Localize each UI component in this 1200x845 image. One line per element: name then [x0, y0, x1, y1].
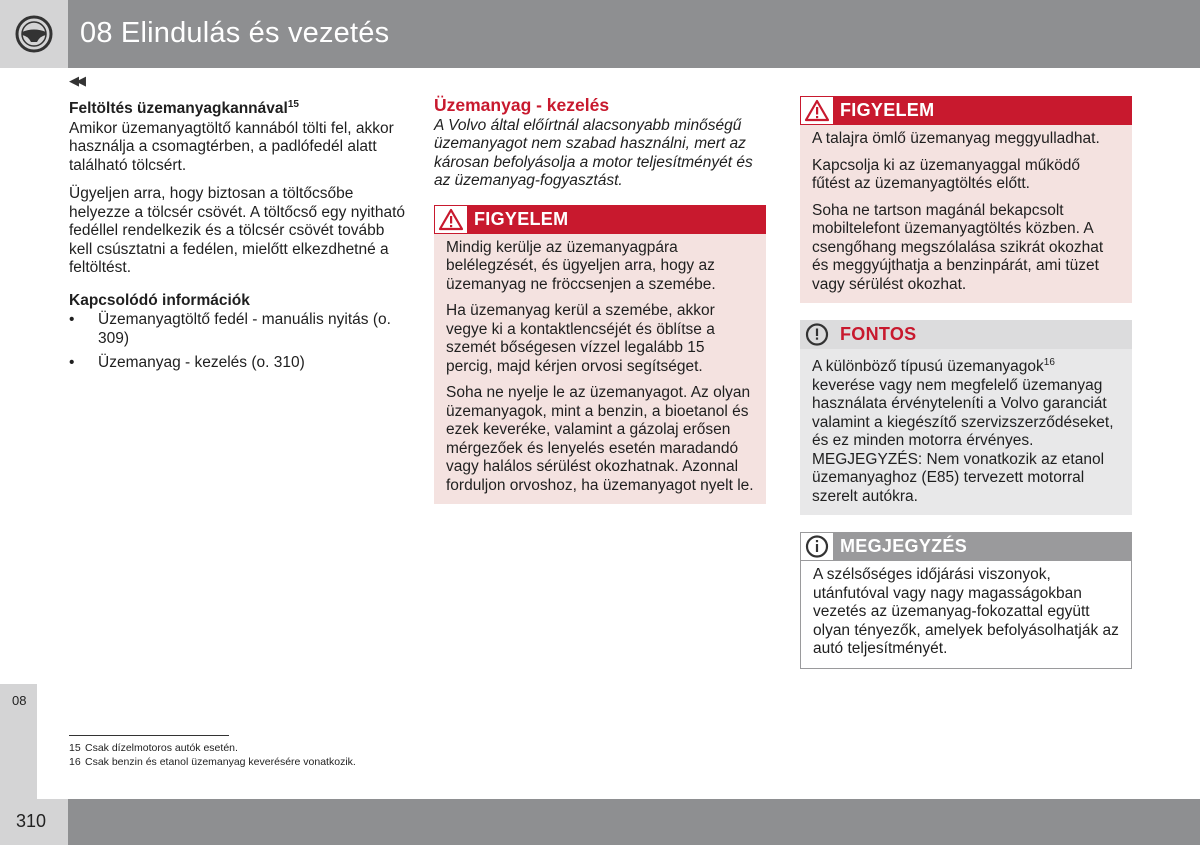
section-title: Üzemanyag - kezelés	[434, 95, 610, 115]
warning-text: Ha üzemanyag kerül a szemébe, akkor vegye ki a kontaktlencséjét és öblítse a szemét bőségesen vízzel legalább 15 percig, majd kérjen orvosi segítséget.	[446, 302, 715, 375]
warning-box	[434, 205, 766, 505]
bullet-icon: •	[69, 311, 75, 329]
note-label: MEGJEGYZÉS	[834, 532, 1132, 561]
bullet-icon: •	[69, 354, 75, 372]
warning-text: Soha ne nyelje le az üzemanyagot. Az olyan üzemanyagok, mint a benzin, a bioetanol és ezek keveréke, valamint a gázolaj erősen mérgezőek és lenyelés esetén maradandó vagy halálos sérülést okozhatnak. Azonnal forduljon orvoshoz, ha üzemanyagot nyelt le.	[446, 384, 754, 494]
warning-header	[434, 205, 766, 234]
important-label: FONTOS	[834, 320, 1132, 349]
column-middle	[434, 96, 766, 521]
warning-label: FIGYELEM	[468, 205, 766, 234]
warning-header	[800, 96, 1132, 125]
page-footer	[0, 799, 1200, 845]
related-info-heading: Kapcsolódó információk	[69, 291, 250, 309]
warning-text: Soha ne tartson magánál bekapcsolt mobiltelefont üzemanyagtöltés közben. A csengőhang megszólalása szikrát okozhat és meggyújthatja a benzinpárát, ami tüzet vagy sérülést okozhat.	[812, 201, 1104, 293]
chapter-title: 08 Elindulás és vezetés	[80, 17, 390, 49]
warning-body	[434, 234, 766, 505]
chapter-header	[0, 0, 1200, 68]
note-text: A szélsőséges időjárási viszonyok, utánfutóval vagy nagy magasságokban vezetés az üzemanyag-fokozattal együtt olyan tényezők, amelyek befolyásolhatják az autó teljesítményét.	[813, 566, 1119, 658]
warning-text: Kapcsolja ki az üzemanyaggal működő fűtést az üzemanyagtöltés előtt.	[812, 156, 1080, 192]
warning-label: FIGYELEM	[834, 96, 1132, 125]
related-link[interactable]: • Üzemanyag - kezelés (o. 310)	[69, 354, 305, 372]
paragraph: Amikor üzemanyagtöltő kannából tölti fel, akkor használja a csomagtérben, a padlófedél alatt található tölcsért.	[69, 119, 394, 174]
column-right	[800, 96, 1132, 686]
intro-paragraph: A Volvo által előírtnál alacsonyabb minőségű üzemanyagot nem szabad használni, mert az károsan befolyásolja a motor teljesítményét és az üzemanyag-fogyasztást.	[434, 116, 753, 189]
page-number-box	[0, 799, 68, 845]
related-info-list	[69, 311, 409, 373]
warning-triangle-icon	[800, 96, 834, 125]
footnote-ref-16: 16	[1043, 357, 1055, 368]
chapter-icon-box	[0, 0, 68, 68]
page-number: 310	[16, 811, 47, 831]
paragraph: Ügyeljen arra, hogy biztosan a töltőcsőbe helyezze a tölcsér csövét. A töltőcső egy nyitható fedéllel rendelkezik és a tölcsér csövét tovább kell csúsztatni a fedélen, mielőtt elkezdhetné a feltöltést.	[69, 185, 406, 277]
steering-wheel-icon	[14, 14, 54, 54]
related-link[interactable]: • Üzemanyagtöltő fedél - manuális nyitás (o. 309)	[69, 311, 391, 347]
footnotes	[69, 741, 489, 769]
warning-body	[800, 125, 1132, 303]
important-header	[800, 320, 1132, 349]
column-left	[69, 96, 409, 379]
previous-page-arrow-icon[interactable]: ◀◀	[69, 73, 83, 88]
warning-triangle-icon	[434, 205, 468, 234]
footnote: 15 Csak dízelmotoros autók esetén.	[69, 742, 238, 754]
note-box	[800, 532, 1132, 669]
footnote-divider	[69, 735, 229, 736]
warning-box	[800, 96, 1132, 303]
footnote-ref-15: 15	[287, 99, 299, 110]
note-body	[800, 561, 1132, 669]
chapter-tab-label: 08	[12, 693, 27, 708]
important-box	[800, 320, 1132, 515]
info-circle-icon	[800, 532, 834, 561]
warning-text: A talajra ömlő üzemanyag meggyulladhat.	[812, 130, 1100, 147]
refuel-canister-heading: Feltöltés üzemanyagkannával$^{15}$	[69, 99, 299, 118]
important-body	[800, 349, 1132, 515]
note-header	[800, 532, 1132, 561]
important-text: A különböző típusú üzemanyagok$^{16}$ keverése vagy nem megfelelő üzemanyag használata érvényteleníti a Volvo garanciát valamint a kiegészítő szervizszerződéseket, és ez minden motorra érvényes. MEGJEGYZÉS: Nem vonatkozik az etanol üzemanyaghoz (E85) tervezett motorral szerelt autókra.	[812, 357, 1114, 505]
warning-text: Mindig kerülje az üzemanyagpára belélegzését, és ügyeljen arra, hogy az üzemanyag ne fröccsenjen a szemébe.	[446, 238, 716, 293]
chapter-side-tab[interactable]	[0, 684, 37, 799]
footnote: 16 Csak benzin és etanol üzemanyag keverésére vonatkozik.	[69, 756, 356, 768]
exclamation-circle-icon	[800, 320, 834, 349]
